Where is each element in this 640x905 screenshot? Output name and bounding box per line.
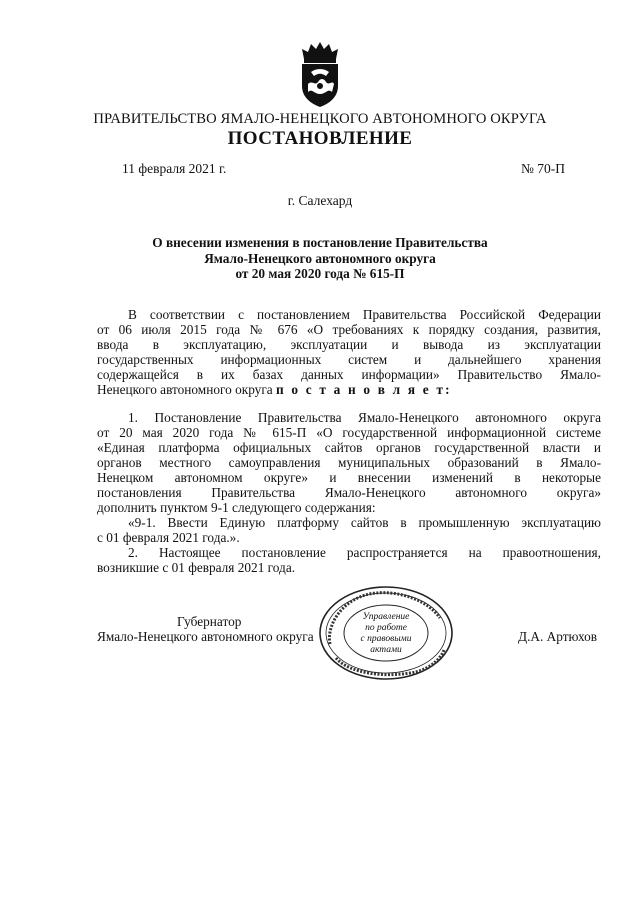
subject-line: Ямало-Ненецкого автономного округа — [204, 250, 436, 266]
stamp-line: актами — [370, 645, 402, 655]
document-number: № 70-П — [521, 161, 566, 176]
signature-title: Губернатор — [177, 614, 242, 629]
document-type: ПОСТАНОВЛЕНИЕ — [227, 128, 413, 149]
signature-title-region: Ямало-Ненецкого автономного округа — [97, 629, 314, 644]
government-name: ПРАВИТЕЛЬСТВО ЯМАЛО-НЕНЕЦКОГО АВТОНОМНОГО ОКРУГА — [93, 111, 547, 127]
clause1-line: постановления Правительства Ямало-Ненецкого автономного округа» — [97, 485, 601, 500]
preamble-line: ввода в эксплуатацию, эксплуатации и вывода из эксплуатации — [97, 337, 601, 352]
preamble-last-text: Ненецкого автономного округа — [97, 382, 273, 397]
document-city: г. Салехард — [287, 193, 353, 208]
signature-name: Д.А. Артюхов — [518, 629, 598, 644]
preamble-line: государственных информационных систем и дальнейшего хранения — [97, 352, 601, 367]
preamble-line: содержащейся в их базах данных информации» Правительство Ямало- — [97, 367, 601, 382]
decree-word: п о с т а н о в л я е т: — [276, 382, 452, 397]
clause1-quote-last: с 01 февраля 2021 года.». — [97, 530, 240, 545]
subject-line: О внесении изменения в постановление Правительства — [152, 235, 488, 250]
clause2-last-line: возникшие с 01 февраля 2021 года. — [97, 560, 296, 575]
clause1-quote-line: «9-1. Ввести Единую платформу сайтов в промышленную эксплуатацию — [128, 515, 601, 530]
coat-of-arms-icon — [292, 40, 348, 108]
clause2-line: 2. Настоящее постановление распространяется на правоотношения, — [128, 545, 601, 560]
document-date: 11 февраля 2021 г. — [122, 161, 227, 176]
clause1-line: органов местного самоуправления муниципальных образований в Ямало- — [97, 455, 601, 470]
clause1-line: «Единая платформа официальных сайтов органов государственной власти и — [97, 440, 601, 455]
stamp-line: Управление — [362, 612, 410, 622]
clause1-line: Ненецком автономном округе» и внесении изменений в некоторые — [97, 470, 601, 485]
clause1-line: от 20 мая 2020 года № 615-П «О государственной информационной системе — [97, 425, 601, 440]
official-stamp — [316, 584, 456, 682]
preamble-last-line — [97, 383, 452, 398]
stamp-line: по работе — [365, 623, 407, 633]
subject-line: от 20 мая 2020 года № 615-П — [235, 266, 405, 281]
preamble-line: от 06 июля 2015 года № 676 «О требованиях к порядку создания, развития, — [97, 322, 601, 337]
clause1-line: 1. Постановление Правительства Ямало-Ненецкого автономного округа — [128, 410, 601, 425]
clause1-last-line: дополнить пунктом 9-1 следующего содержания: — [97, 500, 376, 515]
document-subject — [0, 235, 640, 282]
preamble-line: В соответствии с постановлением Правительства Российской Федерации — [128, 307, 601, 322]
stamp-line: с правовыми — [360, 634, 412, 644]
